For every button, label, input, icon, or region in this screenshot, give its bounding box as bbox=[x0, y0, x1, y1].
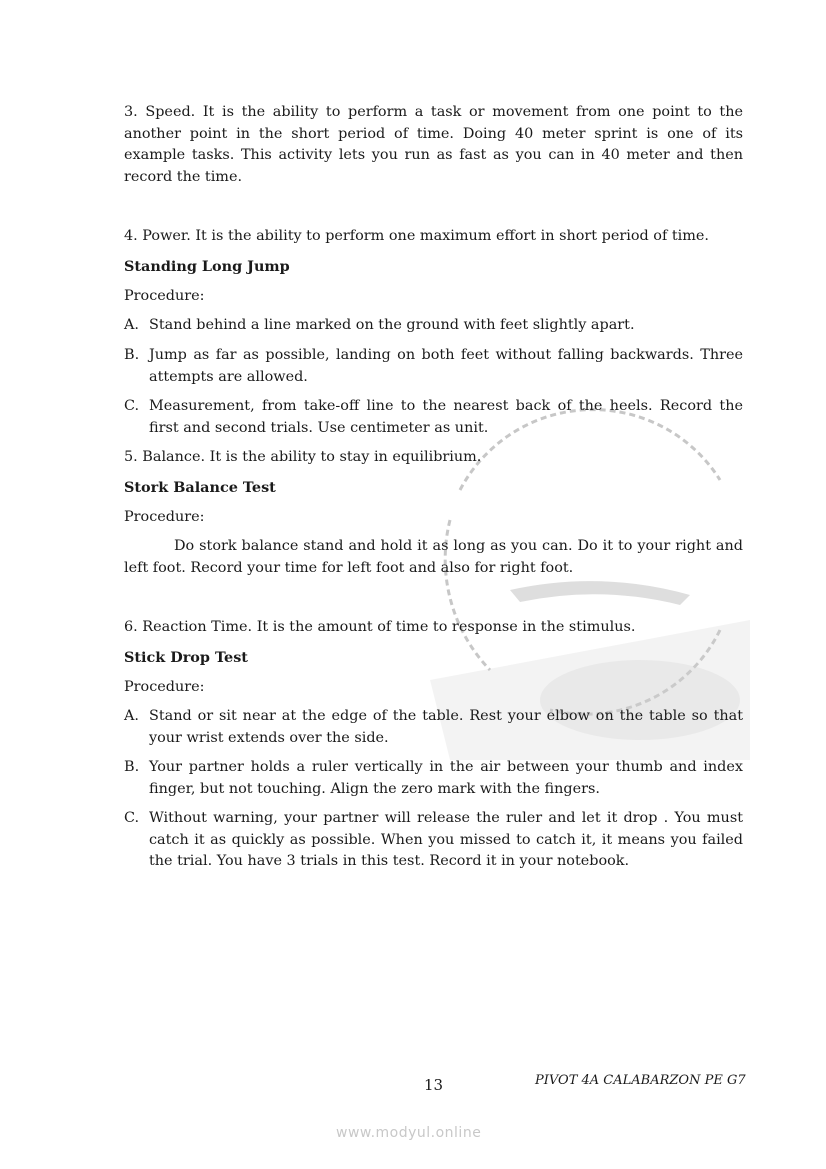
list-item bbox=[124, 315, 743, 337]
list-item-text: Stand behind a line marked on the ground with feet slightly apart. bbox=[149, 317, 635, 333]
list-item-label: A. bbox=[124, 708, 139, 724]
balance-paragraph: 5. Balance. It is the ability to stay in equilibrium. bbox=[124, 449, 482, 465]
list-item-label: B. bbox=[124, 347, 140, 363]
list-item-label: C. bbox=[124, 398, 140, 414]
stork-balance-heading: Stork Balance Test bbox=[124, 479, 276, 496]
stork-balance-text: Do stork balance stand and hold it as long as you can. Do it to your right and left foot. Record your time for left foot and also for right foot. bbox=[124, 538, 743, 576]
list-item bbox=[124, 706, 743, 749]
reaction-paragraph: 6. Reaction Time. It is the amount of time to response in the stimulus. bbox=[124, 619, 636, 635]
list-item bbox=[124, 757, 743, 800]
list-item-text: Measurement, from take-off line to the nearest back of the heels. Record the first and second trials. Use centimeter as unit. bbox=[149, 398, 743, 436]
footer-reference: PIVOT 4A CALABARZON PE G7 bbox=[535, 1073, 746, 1088]
list-item bbox=[124, 808, 743, 873]
list-item-text: Jump as far as possible, landing on both feet without falling backwards. Three attempts are allowed. bbox=[149, 347, 743, 385]
list-item-text: Your partner holds a ruler vertically in the air between your thumb and index finger, but not touching. Align the zero mark with the fingers. bbox=[149, 759, 743, 797]
list-item-text: Without warning, your partner will release the ruler and let it drop . You must catch it as quickly as possible. When you missed to catch it, it means you failed the trial. You have 3 trials in this test. Record it in your notebook. bbox=[149, 810, 743, 869]
procedure-label: Procedure: bbox=[124, 679, 205, 695]
list-item bbox=[124, 345, 743, 388]
procedure-label: Procedure: bbox=[124, 509, 205, 525]
list-item bbox=[124, 396, 743, 439]
watermark-text: www.modyul.online bbox=[336, 1125, 482, 1141]
list-item-text: Stand or sit near at the edge of the table. Rest your elbow on the table so that your wrist extends over the side. bbox=[149, 708, 743, 746]
speed-paragraph: 3. Speed. It is the ability to perform a task or movement from one point to the another point in the short period of time. Doing 40 meter sprint is one of its example tasks. This activity lets you run as fast as you can in 40 meter and then record the time. bbox=[124, 104, 743, 185]
standing-long-jump-heading: Standing Long Jump bbox=[124, 258, 290, 275]
procedure-label: Procedure: bbox=[124, 288, 205, 304]
list-item-label: C. bbox=[124, 810, 140, 826]
list-item-label: B. bbox=[124, 759, 140, 775]
list-item-label: A. bbox=[124, 317, 139, 333]
page-number: 13 bbox=[424, 1076, 444, 1094]
stick-drop-heading: Stick Drop Test bbox=[124, 649, 248, 666]
power-paragraph: 4. Power. It is the ability to perform one maximum effort in short period of time. bbox=[124, 228, 709, 244]
